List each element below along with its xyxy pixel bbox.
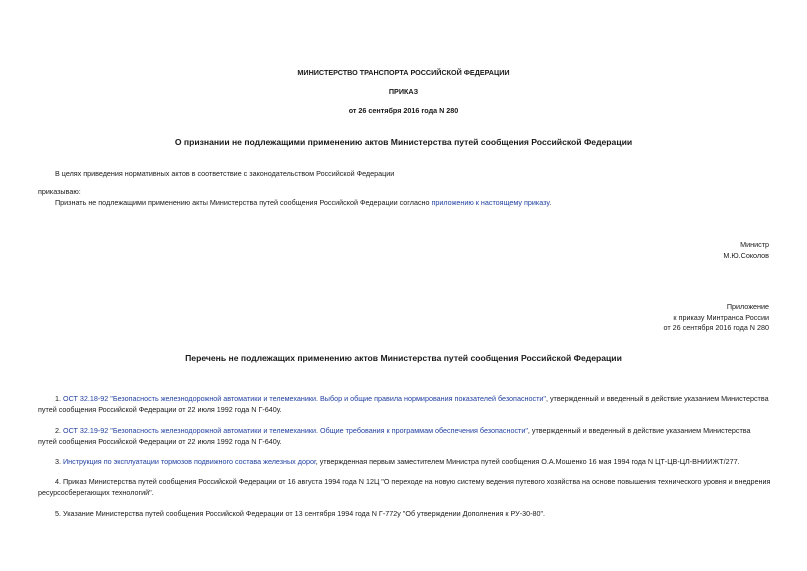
- appendix-label: Приложение: [726, 302, 769, 311]
- appendix-date-line: от 26 сентября 2016 года N 280: [663, 323, 769, 332]
- list-item-3: 3. Инструкция по эксплуатации тормозов подвижного состава железных дорог, утвержденная первым заместителем Министра путей сообщения О.А.Мошенко 16 мая 1994 года N ЦТ-ЦВ-ЦЛ-ВНИИЖТ/277.: [55, 457, 740, 466]
- document-type: ПРИКАЗ: [388, 87, 419, 96]
- item-3-link[interactable]: Инструкция по эксплуатации тормозов подвижного состава железных дорог: [63, 457, 316, 466]
- document-title: О признании не подлежащими применению актов Министерства путей сообщения Российской Федерации: [174, 137, 633, 147]
- signature-position: Министр: [740, 240, 769, 249]
- order-paragraph: [55, 198, 551, 208]
- order-word: приказываю:: [38, 187, 81, 196]
- order-date-number: от 26 сентября 2016 года N 280: [348, 106, 459, 115]
- list-item-2: 2. ОСТ 32.19-92 "Безопасность железнодорожной автоматики и телемеханики. Общие требования к программам обеспечения безопасности", утвержденный и введенный в действие указанием Министерства путей сообщения Российской Федерации от 22 июля 1992 года N Г-640у.: [38, 426, 751, 446]
- preamble: В целях приведения нормативных актов в соответствие с законодательством Российской Федерации: [55, 169, 395, 178]
- list-item-5: 5. Указание Министерства путей сообщения Российской Федерации от 13 сентября 1994 года N Г-772у "Об утверждении Дополнения к РУ-30-80".: [55, 509, 546, 518]
- ministry-heading: МИНИСТЕРСТВО ТРАНСПОРТА РОССИЙСКОЙ ФЕДЕРАЦИИ: [297, 68, 510, 77]
- order-end: .: [549, 198, 552, 207]
- item-1-link[interactable]: ОСТ 32.18-92 "Безопасность железнодорожной автоматики и телемеханики. Выбор и общие правила нормирования показателей безопасности": [63, 394, 546, 403]
- list-item-1: 1. ОСТ 32.18-92 "Безопасность железнодорожной автоматики и телемеханики. Выбор и общие правила нормирования показателей безопасности", утвержденный и введенный в действие указанием Министерства путей сообщения Российской Федерации от 22 июля 1992 года N Г-640у.: [38, 394, 769, 414]
- order-text: Признать не подлежащими применению акты Министерства путей сообщения Российской Федерации согласно: [55, 198, 432, 207]
- appendix-link[interactable]: приложению к настоящему приказу: [431, 198, 550, 207]
- appendix-title: Перечень не подлежащих применению актов Министерства путей сообщения Российской Федерации: [185, 353, 622, 363]
- list-item-4: 4. Приказ Министерства путей сообщения Российской Федерации от 16 августа 1994 года N 12Ц "О переходе на новую систему ведения путевого хозяйства на основе повышения технического уровня и внедрения ресурсосберегающих технологий".: [38, 477, 771, 497]
- item-2-link[interactable]: ОСТ 32.19-92 "Безопасность железнодорожной автоматики и телемеханики. Общие требования к программам обеспечения безопасности": [63, 426, 528, 435]
- appendix-ref-line: к приказу Минтранса России: [673, 313, 769, 322]
- signature-name: М.Ю.Соколов: [723, 251, 769, 260]
